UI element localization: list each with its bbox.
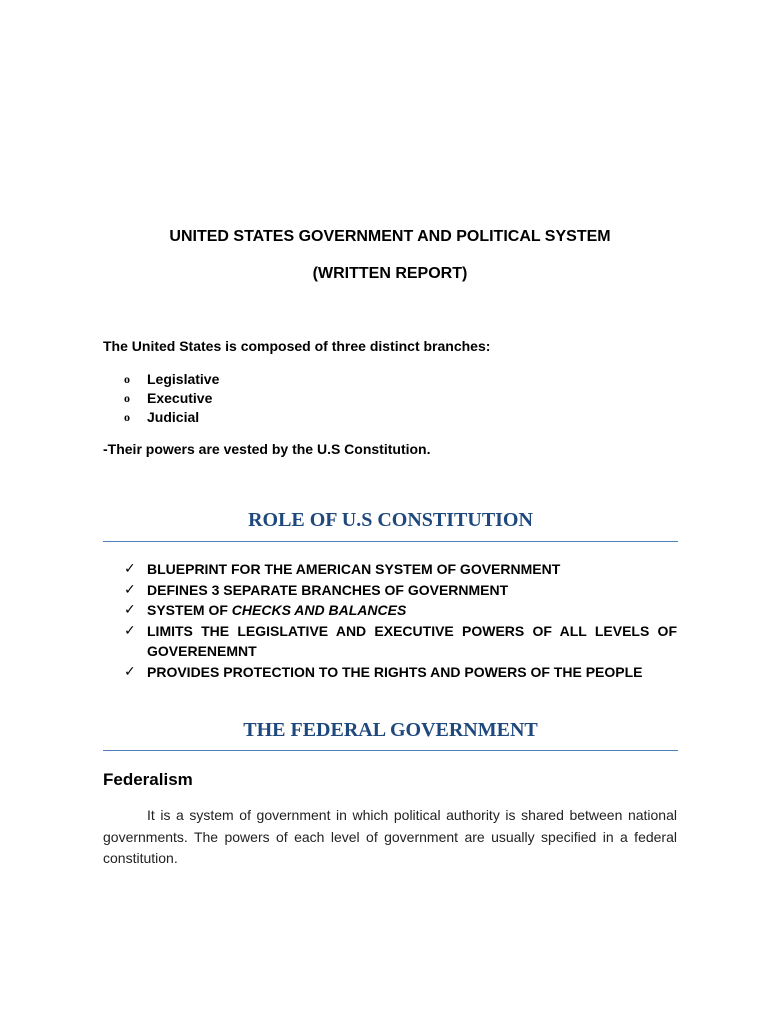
branch-label: Executive — [147, 390, 213, 406]
intro-text: The United States is composed of three distinct branches: — [103, 338, 491, 354]
role-item-prefix: SYSTEM OF — [147, 602, 232, 618]
bullet-o-icon: o — [124, 372, 130, 386]
list-item — [124, 600, 677, 621]
subheading-federalism: Federalism — [103, 770, 193, 789]
federalism-paragraph: It is a system of government in which political authority is shared between national governments. The powers of each level of government are usually specified in a federal constitution. — [103, 807, 677, 866]
list-item — [124, 662, 677, 683]
bullet-o-icon: o — [124, 410, 130, 424]
list-item — [124, 621, 677, 662]
list-item — [124, 408, 219, 427]
role-item-text: BLUEPRINT FOR THE AMERICAN SYSTEM OF GOVERNMENT — [147, 561, 561, 577]
role-item-text: DEFINES 3 SEPARATE BRANCHES OF GOVERNMENT — [147, 581, 509, 598]
bullet-o-icon: o — [124, 391, 130, 405]
checkmark-icon: ✓ — [124, 561, 136, 577]
list-item — [124, 580, 677, 601]
branches-list — [124, 370, 219, 427]
role-item-text: PROVIDES PROTECTION TO THE RIGHTS AND POWERS OF THE PEOPLE — [147, 663, 643, 680]
branch-label: Judicial — [147, 409, 200, 425]
document-title: UNITED STATES GOVERNMENT AND POLITICAL SYSTEM — [169, 228, 611, 245]
role-item-text: LIMITS THE LEGISLATIVE AND EXECUTIVE POWERS OF ALL LEVELS OF GOVERENEMNT — [147, 622, 677, 659]
role-item-emphasis: CHECKS AND BALANCES — [231, 602, 407, 618]
checkmark-icon: ✓ — [124, 622, 136, 639]
list-item — [124, 370, 219, 389]
list-item — [124, 389, 219, 408]
list-item — [124, 559, 677, 580]
document-subtitle: (WRITTEN REPORT) — [312, 265, 468, 282]
section-heading-federal: THE FEDERAL GOVERNMENT — [243, 719, 538, 741]
branch-label: Legislative — [147, 371, 220, 387]
role-item-text — [147, 600, 677, 621]
section-heading-role: ROLE OF U.S CONSTITUTION — [248, 509, 533, 531]
section-divider — [103, 541, 678, 542]
section-divider — [103, 750, 678, 751]
checkmark-icon: ✓ — [124, 602, 136, 618]
checkmark-icon: ✓ — [124, 581, 136, 598]
vested-note: -Their powers are vested by the U.S Constitution. — [103, 441, 431, 457]
constitution-roles-list — [124, 559, 677, 682]
checkmark-icon: ✓ — [124, 663, 136, 680]
